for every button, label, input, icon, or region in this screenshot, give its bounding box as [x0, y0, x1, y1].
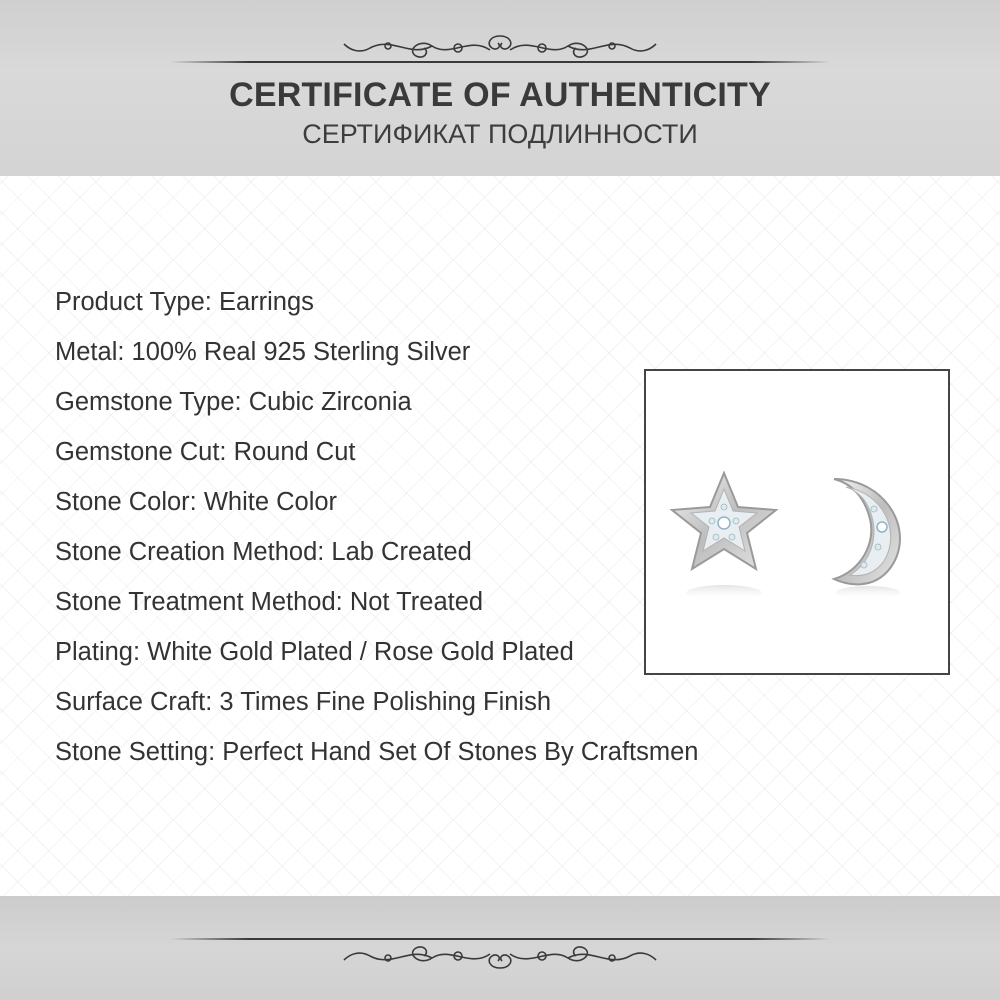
- spec-item-surface-craft: Surface Craft: 3 Times Fine Polishing Finish: [55, 688, 552, 716]
- certificate-subtitle: СЕРТИФИКАТ ПОДЛИННОСТИ: [302, 119, 698, 149]
- footer-band: [0, 896, 1000, 1000]
- flourish-ornament-icon: [340, 940, 660, 974]
- spec-list: [55, 283, 699, 783]
- spec-item-gemstone-cut: Gemstone Cut: Round Cut: [55, 438, 356, 466]
- spec-item-stone-color: Stone Color: White Color: [55, 488, 338, 516]
- flourish-ornament-icon: [340, 30, 660, 64]
- spec-item-product-type: Product Type: Earrings: [55, 288, 314, 316]
- header-band: [0, 0, 1000, 176]
- certificate-title: CERTIFICATE OF AUTHENTICITY: [229, 76, 771, 114]
- spec-item-stone-treatment: Stone Treatment Method: Not Treated: [55, 588, 484, 616]
- moon-earring-icon: [834, 479, 900, 600]
- spec-item-metal: Metal: 100% Real 925 Sterling Silver: [55, 338, 471, 366]
- header-divider: [170, 61, 830, 63]
- spec-item-stone-setting: Stone Setting: Perfect Hand Set Of Stones By Craftsmen: [55, 738, 699, 766]
- spec-item-stone-creation: Stone Creation Method: Lab Created: [55, 538, 472, 566]
- product-image-frame: [644, 369, 950, 675]
- product-image: [646, 371, 948, 673]
- spec-item-gemstone-type: Gemstone Type: Cubic Zirconia: [55, 388, 412, 416]
- spec-item-plating: Plating: White Gold Plated / Rose Gold Plated: [55, 638, 574, 666]
- star-earring-icon: [672, 473, 776, 601]
